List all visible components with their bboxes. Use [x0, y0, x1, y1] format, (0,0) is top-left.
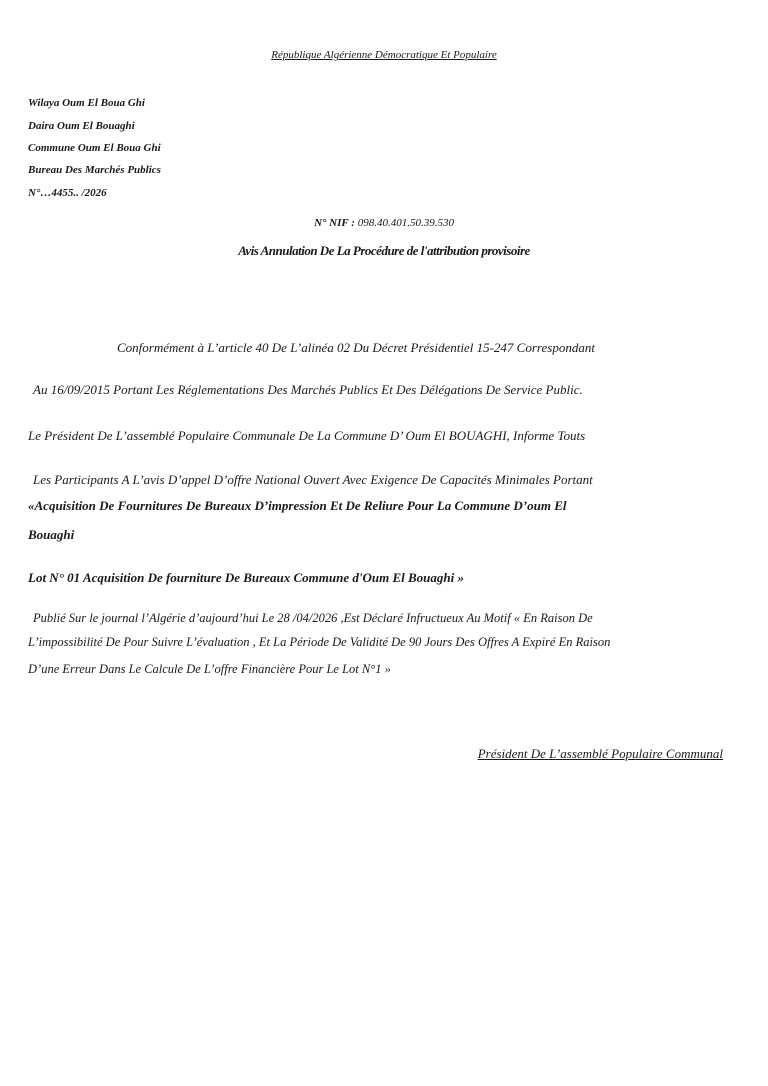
body-line-8: Publié Sur le journal l’Algérie d’aujourd’hui Le 28 /04/2026 ,Est Déclaré Infructueux Au Motif « En Raison De — [33, 611, 593, 625]
wilaya-line: Wilaya Oum El Boua Ghi — [28, 97, 145, 109]
nif-label: N° NIF : — [314, 217, 358, 229]
body-line-1: Conformément à L’article 40 De L’alinéa 02 Du Décret Présidentiel 15-247 Correspondant — [117, 340, 595, 355]
bureau-line: Bureau Des Marchés Publics — [28, 164, 161, 176]
republic-heading: République Algérienne Démocratique Et Populaire — [271, 49, 497, 61]
signature: Président De L’assemblé Populaire Communal — [477, 746, 723, 761]
body-line-9: L’impossibilité De Pour Suivre L’évaluation , Et La Période De Validité De 90 Jours Des Offres A Expiré En Raison — [28, 635, 611, 649]
body-line-10: D’une Erreur Dans Le Calcule De L’offre Financière Pour Le Lot N°1 » — [28, 662, 391, 676]
body-line-5: «Acquisition De Fournitures De Bureaux D’impression Et De Reliure Pour La Commune D’oum El — [28, 498, 567, 513]
body-line-2: Au 16/09/2015 Portant Les Réglementations Des Marchés Publics Et Des Délégations De Service Public. — [33, 382, 583, 397]
nif-line — [0, 217, 768, 229]
reference-number: N°…4455.. /2026 — [28, 187, 107, 199]
commune-line: Commune Oum El Boua Ghi — [28, 142, 161, 154]
nif-value: 098.40.401.50.39.530 — [357, 217, 454, 229]
document-title: Avis Annulation De La Procédure de l'attribution provisoire — [238, 243, 530, 258]
body-line-4: Les Participants A L’avis D’appel D’offre National Ouvert Avec Exigence De Capacités Minimales Portant — [33, 472, 593, 487]
daira-line: Daira Oum El Bouaghi — [28, 120, 135, 132]
body-line-6: Bouaghi — [28, 527, 75, 542]
body-line-3: Le Président De L’assemblé Populaire Communale De La Commune D’ Oum El BOUAGHI, Informe Touts — [28, 428, 586, 443]
lot-line: Lot N° 01 Acquisition De fourniture De Bureaux Commune d'Oum El Bouaghi » — [28, 570, 464, 585]
